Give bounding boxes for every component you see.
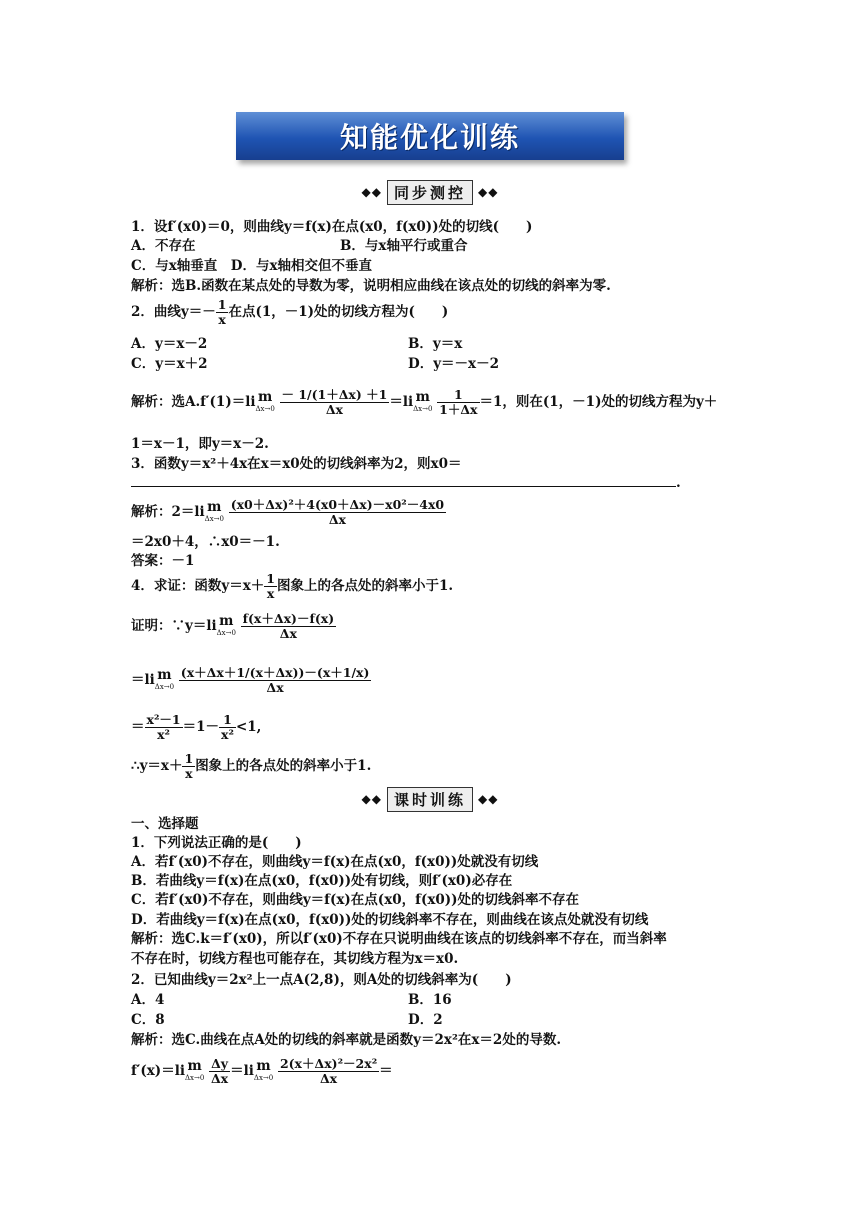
option-line: A．若f′(x0)不存在，则曲线y＝f(x)在点(x0，f(x0))处就没有切线 <box>131 854 539 870</box>
diamond-ornament-icon: ◆◆ <box>361 185 382 199</box>
section-title: 同步测控 <box>387 180 473 205</box>
answer-explanation: 解析：选B.函数在某点处的导数为零，说明相应曲线在该点处的切线的斜率为零. <box>131 278 611 294</box>
fraction: $\frac{1}{x}$ <box>266 571 275 601</box>
option-a: A．不存在 <box>131 238 196 254</box>
fraction: $\frac{(x+\Delta x+1/(x+\Delta x))-(x+1/x)}{\Delta x}$ <box>180 665 370 695</box>
answer-explanation: ＝2x0＋4，∴x0＝－1. <box>131 534 280 550</box>
fraction: $\frac{\Delta y}{\Delta x}$ <box>210 1056 229 1086</box>
banner-title: 知能优化训练 <box>236 112 624 160</box>
answer-explanation: 解析：2＝li m Δx→0 $\frac{\text{(x0＋Δx)²＋4(x0＋Δx)－x0²－4x0}}{\Delta x}$ <box>131 497 445 527</box>
option-line: A．y＝x－2 B．y＝x <box>131 336 463 352</box>
limit-symbol: m Δx→0 <box>184 1057 205 1082</box>
option-line: C．y＝x＋2 D．y＝－x－2 <box>131 356 499 372</box>
question-line: 1．下列说法正确的是( ) <box>131 835 302 851</box>
question-line: 1．设f′(x0)＝0，则曲线y＝f(x)在点(x0，f(x0))处的切线( ) <box>131 219 533 235</box>
question-line: 2．已知曲线y＝2x²上一点A(2,8)，则A处的切线斜率为( ) <box>131 972 512 988</box>
limit-symbol: m Δx→0 <box>255 388 275 413</box>
fraction: $\frac{\text{(x0＋Δx)²＋4(x0＋Δx)－x0²－4x0}}{\Delta x}$ <box>230 497 445 527</box>
fraction: $\frac{\text{x²－1}}{\text{x²}}$ <box>146 712 181 742</box>
section-heading-practice <box>330 787 530 811</box>
proof-line: 证明：∵y＝li m Δx→0 $\frac{f(x+\Delta x)-f(x)}{\Delta x}$ <box>131 611 335 641</box>
fraction: $\frac{1}{1+\Delta x}$ <box>439 387 478 417</box>
fill-blank-line: . <box>131 474 681 492</box>
limit-symbol: m Δx→0 <box>216 612 236 637</box>
answer-explanation: 解析：选C.曲线在点A处的切线的斜率就是函数y＝2x²在x＝2处的导数. <box>131 1032 562 1048</box>
limit-symbol: m Δx→0 <box>413 388 433 413</box>
fraction: $\frac{1}{x}$ <box>184 751 194 781</box>
answer-explanation: 解析：选C.k＝f′(x0)，所以f′(x0)不存在只说明曲线在该点的切线斜率不存在，而当斜率 <box>131 931 667 947</box>
option-line <box>131 237 468 255</box>
option-line: B．若曲线y＝f(x)在点(x0，f(x0))处有切线，则f′(x0)必存在 <box>131 873 513 889</box>
limit-symbol: m Δx→0 <box>154 666 175 691</box>
proof-line: ＝ $\frac{\text{x²－1}}{\text{x²}}$ ＝1－ $\frac{1}{\text{x²}}$ <1, <box>131 712 262 742</box>
option-line: C．与x轴垂直 D．与x轴相交但不垂直 <box>131 258 373 274</box>
option-b: B．与x轴平行或重合 <box>340 238 468 254</box>
option-line: C．8 D．2 <box>131 1012 443 1028</box>
fraction: $\frac{f(x+\Delta x)-f(x)}{\Delta x}$ <box>242 611 335 641</box>
limit-symbol: m Δx→0 <box>204 498 224 523</box>
diamond-ornament-icon: ◆◆ <box>478 792 499 806</box>
question-line: 4．求证：函数y＝x＋ $\frac{1}{x}$ 图象上的各点处的斜率小于1. <box>131 571 454 601</box>
fraction: $\frac{1}{x}$ <box>217 297 227 327</box>
option-line: D．若曲线y＝f(x)在点(x0，f(x0))处的切线斜率不存在，则曲线在该点处就没有切线 <box>131 912 649 928</box>
fraction: $\frac{1}{\text{x²}}$ <box>221 712 234 742</box>
subsection-heading: 一、选择题 <box>131 816 199 832</box>
diamond-ornament-icon: ◆◆ <box>478 185 499 199</box>
proof-line: ∴y＝x＋ $\frac{1}{x}$ 图象上的各点处的斜率小于1. <box>131 751 372 781</box>
diamond-ornament-icon: ◆◆ <box>361 792 382 806</box>
answer-line: 答案：－1 <box>131 553 195 569</box>
question-line: 3．函数y＝x²＋4x在x＝x0处的切线斜率为2，则x0＝ <box>131 456 462 472</box>
fraction: $\frac{- 1/(1+\Delta x) +1}{\Delta x}$ <box>281 387 388 417</box>
option-line: A．4 B．16 <box>131 992 452 1008</box>
proof-line: ＝li m Δx→0 $\frac{(x+\Delta x+1/(x+\Delta x))-(x+1/x)}{\Delta x}$ <box>131 665 370 695</box>
answer-explanation: 1＝x－1，即y＝x－2. <box>131 436 269 452</box>
answer-blank <box>131 486 676 487</box>
fraction: $\frac{\text{2(x＋Δx)²－2x²}}{\Delta x}$ <box>279 1056 378 1086</box>
answer-explanation: f′(x)＝li m Δx→0 $\frac{\Delta y}{\Delta x}$ ＝li m Δx→0 $\frac{\text{2(x＋Δx)²－2x²}}{\Delta x}$ ＝ <box>131 1056 393 1086</box>
answer-explanation: 解析：选A.f′(1)＝li m Δx→0 $\frac{- 1/(1+\Delta x) +1}{\Delta x}$ ＝li m Δx→0 $\frac{1}{1+\Delta x}$ ＝1，则在(1，－1)处的切线方程为y＋ <box>131 387 718 417</box>
limit-symbol: m Δx→0 <box>253 1057 274 1082</box>
answer-explanation: 不存在时，切线方程也可能存在，其切线方程为x＝x0. <box>131 951 459 967</box>
section-title: 课时训练 <box>387 787 473 812</box>
option-line: C．若f′(x0)不存在，则曲线y＝f(x)在点(x0，f(x0))处的切线斜率不存在 <box>131 892 580 908</box>
question-line: 2．曲线y＝－ $\frac{1}{x}$ 在点(1，－1)处的切线方程为( ) <box>131 297 449 327</box>
section-heading-sync <box>330 180 530 204</box>
